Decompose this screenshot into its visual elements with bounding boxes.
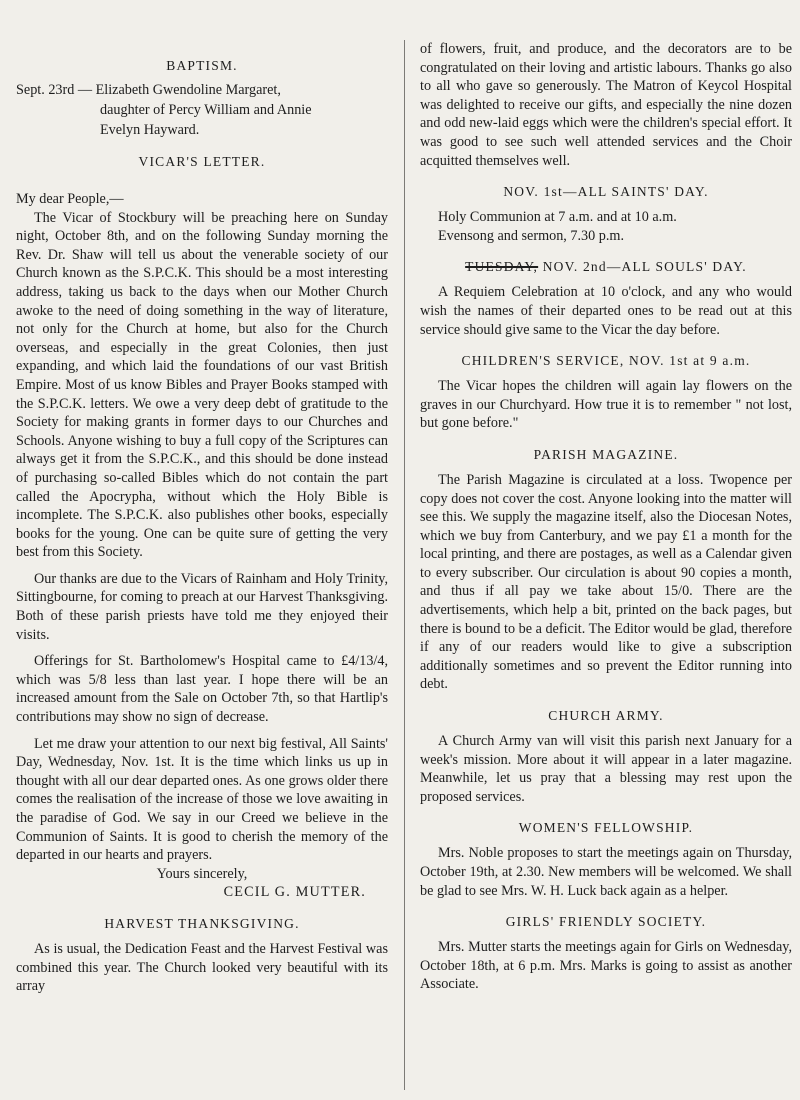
baptism-line2: daughter of Percy William and Annie bbox=[100, 102, 312, 118]
letter-closing: Yours sincerely, bbox=[156, 865, 248, 882]
church-army-text: A Church Army van will visit this parish next January for a week's mission. More about it will appear in a later magazine. Meanwhile, let us pray that a blessing may rest upon the proposed services. bbox=[420, 733, 792, 805]
letter-paragraph: Our thanks are due to the Vicars of Rainham and Holy Trinity, Sittingbourne, for coming to preach at our Harvest Thanksgiving. Both of these parish priests have told me they enjoyed their visits. bbox=[16, 570, 388, 643]
childrens-service-text: The Vicar hopes the children will again lay flowers on the graves in our Churchyard. How true it is to remember " not lost, but gone before." bbox=[420, 378, 792, 432]
column-divider bbox=[404, 40, 405, 1090]
letter-paragraph: Let me draw your attention to our next big festival, All Saints' Day, Wednesday, Nov. 1st. It is the time which links us up in thought with all our dear departed ones. As one grows older there comes the realisation of the increase of those we love awaiting in the paradise of God. We say in our Creed we believe in the Communion of Saints. It is good to cherish the memory of the departed in our hearts and prayers. bbox=[16, 735, 388, 864]
letter-paragraph: The Vicar of Stockbury will be preaching here on Sunday night, October 8th, and on the following Sunday morning the Rev. Dr. Shaw will tell us about the venerable society of our Church known as the S.P.C.K. This should be a most interesting address, taking us back to the days when our Mother Church awoke to the need of doing something in the way of literature, not only for the Church at home, but also for the Church overseas, and especially in the great Colonies, then just expanding, and which laid the foundations of our vast British Empire. Most of us know Bibles and Prayer Books stamped with the S.P.C.K. letters. We owe a very deep debt of gratitude to the Society for making grants in former days to our Churches and Schools. Anyone wishing to buy a full copy of the Scriptures can always get it from the S.P.C.K., and this should be done instead of purchasing so-called Bibles which do not contain the part called the Apocrypha, without which the Holy Bible is incomplete. The S.P.C.K. also publishes other books, especially books for the young. One can be quite sure of getting the very best from this Society. bbox=[16, 209, 388, 561]
harvest-heading: HARVEST THANKSGIVING. bbox=[104, 915, 300, 931]
harvest-text: As is usual, the Dedication Feast and the Harvest Festival was combined this year. The Church looked very beautiful with its array bbox=[16, 940, 388, 995]
harvest-continued: of flowers, fruit, and produce, and the decorators are to be congratulated on their loving and artistic labours. Thanks go also to all who gave so generously. The Matron of Keycol Hospital was delighted to receive our gifts, and especially the nine dozen and odd new-laid eggs which were the children's special effort. It was good to see such well attended services and the Choir acquitted themselves well. bbox=[420, 41, 792, 169]
childrens-service-heading: CHILDREN'S SERVICE, NOV. 1st at 9 a.m. bbox=[461, 353, 751, 369]
all-saints-line1: Holy Communion at 7 a.m. and at 10 a.m. bbox=[438, 209, 677, 226]
baptism-heading: BAPTISM. bbox=[166, 58, 238, 73]
all-saints-heading: NOV. 1st—ALL SAINTS' DAY. bbox=[503, 184, 709, 200]
baptism-line1: — Elizabeth Gwendoline Margaret, bbox=[77, 82, 281, 98]
left-column bbox=[16, 58, 388, 996]
all-souls-title: NOV. 2nd—ALL SOULS' DAY. bbox=[542, 259, 747, 275]
right-column bbox=[420, 40, 792, 994]
letter-paragraph: Offerings for St. Bartholomew's Hospital came to £4/13/4, which was 5/8 less than last year. I hope there will be an increased amount from the Sale on October 7th, so that Hartlip's contributions may show no sign of decrease. bbox=[16, 653, 388, 726]
all-souls-text: A Requiem Celebration at 10 o'clock, and any who would wish the names of their departed ones to be read out at this service should give same to the Vicar the day before. bbox=[420, 284, 792, 338]
vicars-letter-heading: VICAR'S LETTER. bbox=[138, 154, 266, 169]
all-saints-line2: Evensong and sermon, 7.30 p.m. bbox=[438, 227, 624, 244]
letter-salutation: My dear People,— bbox=[16, 191, 124, 207]
womens-fellowship-heading: WOMEN'S FELLOWSHIP. bbox=[518, 820, 694, 836]
girls-friendly-heading: GIRLS' FRIENDLY SOCIETY. bbox=[505, 914, 707, 930]
girls-friendly-text: Mrs. Mutter starts the meetings again for Girls on Wednesday, October 18th, at 6 p.m. Mrs. Marks is going to assist as another Associate. bbox=[420, 939, 792, 993]
church-army-heading: CHURCH ARMY. bbox=[548, 708, 664, 724]
struck-word: TUESDAY, bbox=[465, 259, 539, 275]
womens-fellowship-text: Mrs. Noble proposes to start the meetings again on Thursday, October 19th, at 2.30. New members will be welcomed. We shall be glad to see Mrs. W. H. Luck back again as a helper. bbox=[420, 845, 792, 899]
parish-magazine-heading: PARISH MAGAZINE. bbox=[533, 446, 679, 462]
baptism-entry bbox=[16, 80, 388, 140]
baptism-line3: Evelyn Hayward. bbox=[100, 122, 200, 138]
parish-magazine-text: The Parish Magazine is circulated at a loss. Twopence per copy does not cover the cost. Anyone looking into the matter will see this. We supply the magazine itself, also the Diocesan Notes, which we buy from Canterbury, and we pay £1 a month for the local printing, and there are postages, as well as a Calendar given to every subscriber. Our circulation is about 90 copies a month, and thus if all pay we take about 15/0. There are the advertisements, which help a bit, printed on the back pages, but there is bound to be a deficit. The Editor would be glad, therefore if any of our readers would like to give a subscription additionally sometimes and so prevent the Editor running into debt. bbox=[420, 471, 792, 693]
baptism-date: Sept. 23rd bbox=[16, 82, 75, 98]
all-souls-heading bbox=[420, 259, 792, 275]
letter-signature: CECIL G. MUTTER. bbox=[223, 884, 366, 901]
